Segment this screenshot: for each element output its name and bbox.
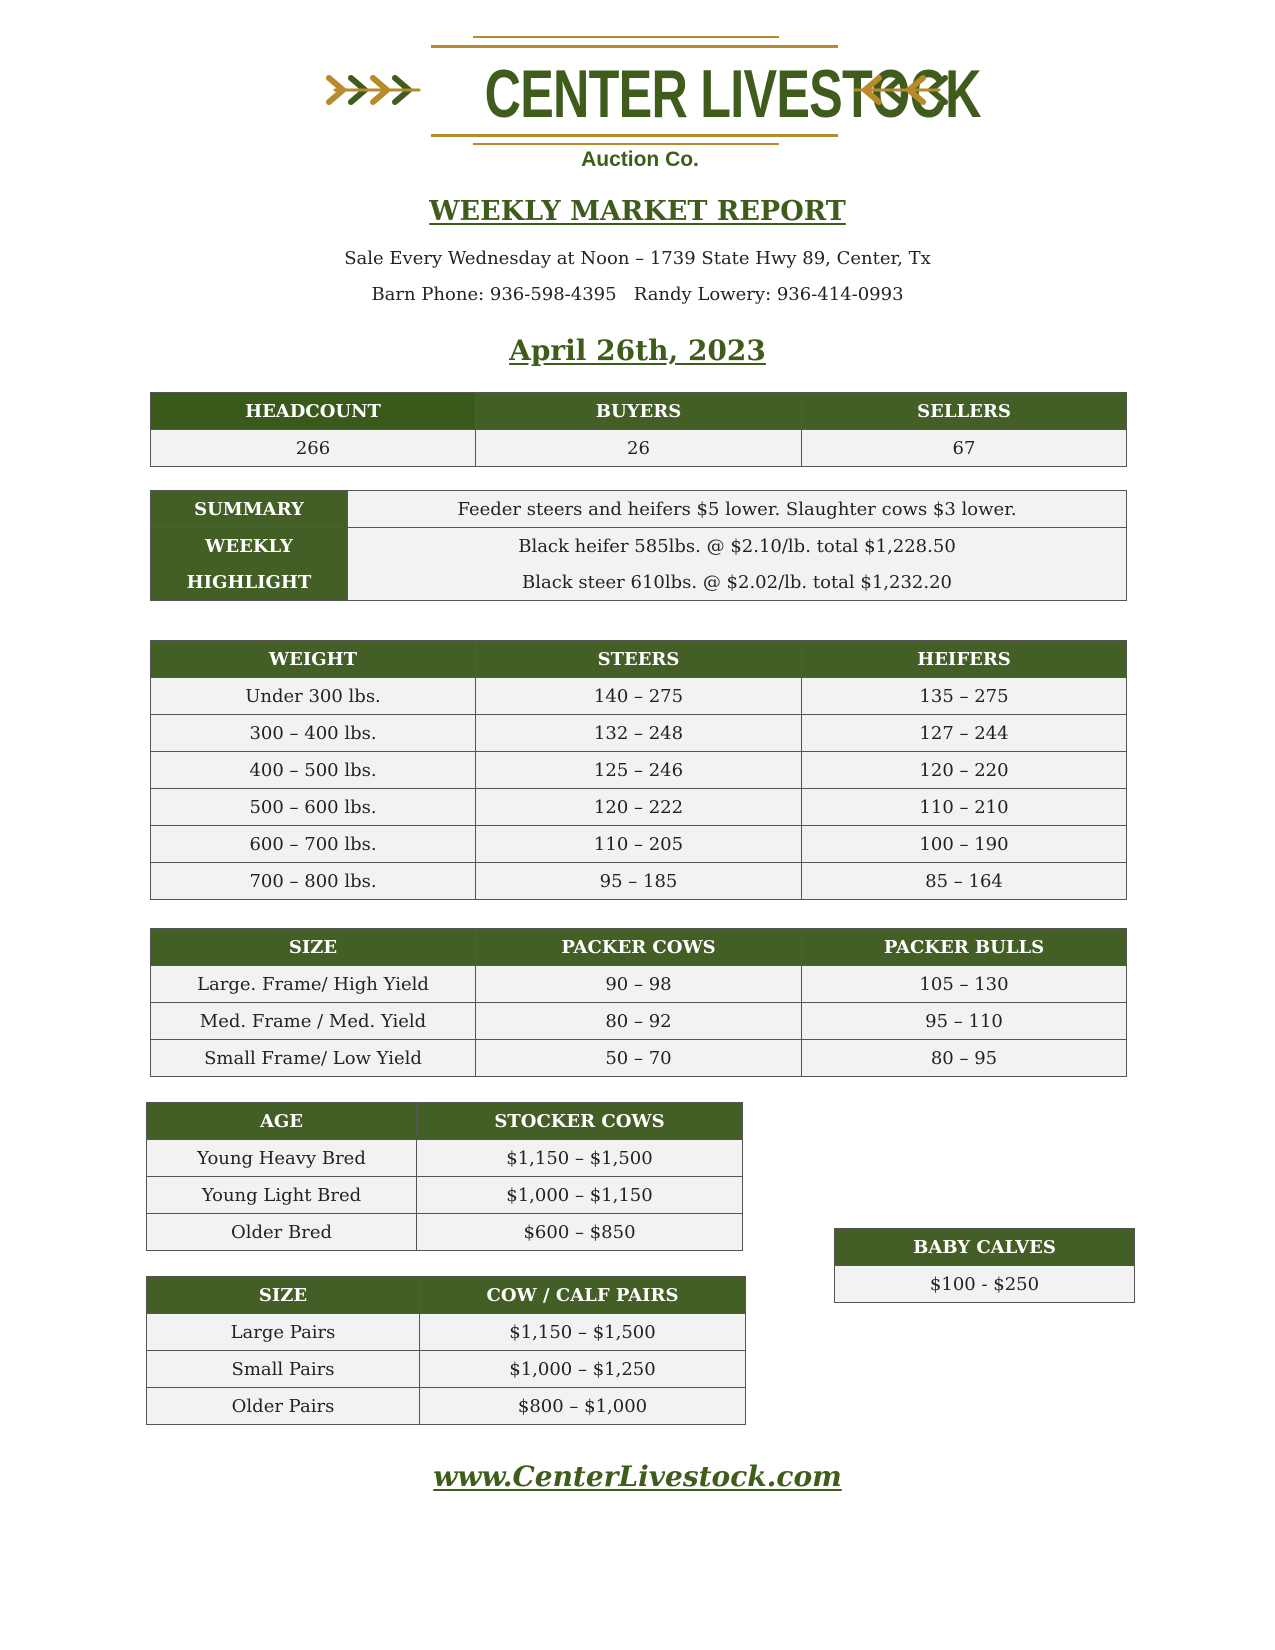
report-date: April 26th, 2023	[509, 334, 766, 367]
table-header-row	[147, 1103, 743, 1140]
pair-price: $1,150 – $1,500	[420, 1314, 746, 1351]
packer-cow-price: 90 – 98	[476, 966, 802, 1003]
table-row	[147, 1140, 743, 1177]
wheat-arrow-left-icon	[325, 72, 421, 108]
header-buyers: BUYERS	[476, 393, 802, 430]
weight-class: 600 – 700 lbs.	[151, 826, 476, 863]
pair-size: Large Pairs	[147, 1314, 420, 1351]
summary-text: Feeder steers and heifers $5 lower. Slaughter cows $3 lower.	[348, 491, 1127, 528]
highlight-row	[151, 528, 1127, 565]
table-row	[147, 1388, 746, 1425]
heifer-price: 120 – 220	[802, 752, 1127, 789]
stocker-price: $1,000 – $1,150	[417, 1177, 743, 1214]
steer-price: 132 – 248	[476, 715, 802, 752]
table-row	[151, 789, 1127, 826]
logo	[0, 0, 1275, 180]
weight-class: 700 – 800 lbs.	[151, 863, 476, 900]
heifer-price: 135 – 275	[802, 678, 1127, 715]
contact-info: Barn Phone: 936-598-4395 Randy Lowery: 936-414-0993	[371, 284, 904, 305]
table-header-row	[151, 641, 1127, 678]
table-row	[151, 826, 1127, 863]
highlight-label-1: WEEKLY	[151, 528, 348, 565]
logo-rule-bottom-short	[473, 143, 779, 145]
packer-bull-price: 105 – 130	[802, 966, 1127, 1003]
age-class: Young Heavy Bred	[147, 1140, 417, 1177]
heifer-price: 100 – 190	[802, 826, 1127, 863]
steer-price: 125 – 246	[476, 752, 802, 789]
table-row	[151, 715, 1127, 752]
size-class: Med. Frame / Med. Yield	[151, 1003, 476, 1040]
summary-label: SUMMARY	[151, 491, 348, 528]
table-row	[151, 678, 1127, 715]
pair-size: Small Pairs	[147, 1351, 420, 1388]
baby-calves-price: $100 - $250	[835, 1266, 1135, 1303]
size-class: Large. Frame/ High Yield	[151, 966, 476, 1003]
packer-table	[150, 928, 1127, 1077]
table-row	[151, 966, 1127, 1003]
header-stocker-cows: STOCKER COWS	[417, 1103, 743, 1140]
header-age: AGE	[147, 1103, 417, 1140]
highlight-1: Black heifer 585lbs. @ $2.10/lb. total $1,228.50	[348, 528, 1127, 565]
header-heifers: HEIFERS	[802, 641, 1127, 678]
highlight-row	[151, 564, 1127, 601]
report-title: WEEKLY MARKET REPORT	[429, 196, 846, 227]
weight-class: 400 – 500 lbs.	[151, 752, 476, 789]
header-weight: WEIGHT	[151, 641, 476, 678]
logo-wordmark: CENTER LIVESTOCK	[484, 56, 981, 132]
age-class: Young Light Bred	[147, 1177, 417, 1214]
pair-size: Older Pairs	[147, 1388, 420, 1425]
header-packer-bulls: PACKER BULLS	[802, 929, 1127, 966]
table-row	[151, 863, 1127, 900]
table-row	[147, 1214, 743, 1251]
table-row	[147, 1177, 743, 1214]
weight-class: Under 300 lbs.	[151, 678, 476, 715]
header-headcount: HEADCOUNT	[151, 393, 476, 430]
header-packer-cows: PACKER COWS	[476, 929, 802, 966]
stats-table	[150, 392, 1127, 467]
steer-price: 140 – 275	[476, 678, 802, 715]
wheat-arrow-right-icon	[853, 72, 949, 108]
table-row	[147, 1351, 746, 1388]
table-row	[151, 430, 1127, 467]
header-baby-calves: BABY CALVES	[835, 1229, 1135, 1266]
table-header-row	[147, 1277, 746, 1314]
logo-rule-bottom	[431, 134, 838, 137]
packer-bull-price: 95 – 110	[802, 1003, 1127, 1040]
pair-price: $800 – $1,000	[420, 1388, 746, 1425]
steer-price: 110 – 205	[476, 826, 802, 863]
table-header-row	[151, 929, 1127, 966]
weight-class: 500 – 600 lbs.	[151, 789, 476, 826]
highlight-2: Black steer 610lbs. @ $2.02/lb. total $1,232.20	[348, 564, 1127, 601]
table-header-row	[835, 1229, 1135, 1266]
stocker-price: $1,150 – $1,500	[417, 1140, 743, 1177]
cow-calf-pairs-table	[146, 1276, 746, 1425]
weight-class: 300 – 400 lbs.	[151, 715, 476, 752]
stocker-price: $600 – $850	[417, 1214, 743, 1251]
table-row	[151, 1040, 1127, 1077]
header-steers: STEERS	[476, 641, 802, 678]
summary-table	[150, 490, 1127, 601]
headcount-value: 266	[151, 430, 476, 467]
baby-calves-table	[834, 1228, 1135, 1303]
website-link[interactable]: www.CenterLivestock.com	[433, 1460, 842, 1493]
pair-price: $1,000 – $1,250	[420, 1351, 746, 1388]
buyers-value: 26	[476, 430, 802, 467]
logo-rule-top-short	[473, 36, 779, 38]
weight-price-table	[150, 640, 1127, 900]
age-class: Older Bred	[147, 1214, 417, 1251]
table-row	[147, 1314, 746, 1351]
sellers-value: 67	[802, 430, 1127, 467]
header-cow-calf-pairs: COW / CALF PAIRS	[420, 1277, 746, 1314]
table-row	[835, 1266, 1135, 1303]
sale-info: Sale Every Wednesday at Noon – 1739 State Hwy 89, Center, Tx	[344, 248, 931, 269]
header-sellers: SELLERS	[802, 393, 1127, 430]
table-row	[151, 1003, 1127, 1040]
heifer-price: 110 – 210	[802, 789, 1127, 826]
summary-row	[151, 491, 1127, 528]
table-header-row	[151, 393, 1127, 430]
logo-rule-top	[431, 45, 838, 48]
heifer-price: 127 – 244	[802, 715, 1127, 752]
packer-cow-price: 50 – 70	[476, 1040, 802, 1077]
header-size: SIZE	[147, 1277, 420, 1314]
table-row	[151, 752, 1127, 789]
size-class: Small Frame/ Low Yield	[151, 1040, 476, 1077]
heifer-price: 85 – 164	[802, 863, 1127, 900]
highlight-label-2: HIGHLIGHT	[151, 564, 348, 601]
steer-price: 120 – 222	[476, 789, 802, 826]
logo-subtitle: Auction Co.	[581, 148, 699, 171]
steer-price: 95 – 185	[476, 863, 802, 900]
header-size: SIZE	[151, 929, 476, 966]
stocker-cows-table	[146, 1102, 743, 1251]
packer-cow-price: 80 – 92	[476, 1003, 802, 1040]
packer-bull-price: 80 – 95	[802, 1040, 1127, 1077]
